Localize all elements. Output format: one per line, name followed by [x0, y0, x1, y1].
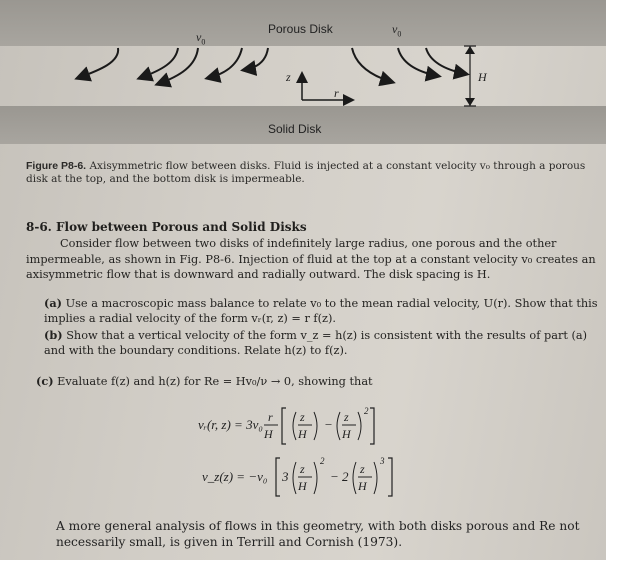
part-b-label: (b) — [44, 328, 63, 342]
eq-vz-lhs: v_z(z) = −v₀ — [202, 469, 268, 484]
part-c — [36, 374, 592, 389]
streamline-arrow — [398, 48, 438, 76]
figure-number: Figure P8-6. — [26, 160, 87, 172]
part-a-text: Use a macroscopic mass balance to relate v₀ to the mean radial velocity, U(r). Show that this implies a radial velocity of the form vᵣ(r, z) = r f(z). — [44, 297, 598, 325]
problem-title: 8-6. Flow between Porous and Solid Disks — [26, 220, 307, 234]
streamline-arrow — [78, 48, 118, 78]
equation-vr-graphic — [198, 400, 428, 450]
svg-text:H: H — [264, 427, 273, 441]
svg-text:2: 2 — [320, 456, 325, 466]
part-c-label: (c) — [36, 374, 54, 388]
equation-vr — [198, 400, 458, 454]
svg-text:z: z — [300, 410, 305, 424]
right-border — [606, 0, 622, 566]
svg-text:H: H — [342, 427, 351, 441]
streamline-arrow — [352, 48, 392, 82]
eq-vr-lhs: vᵣ(r, z) = 3v₀ — [198, 417, 263, 432]
h-dimension-arrow — [465, 98, 475, 106]
bottom-border — [0, 560, 622, 566]
streamline-arrow — [208, 48, 242, 78]
part-b-text: Show that a vertical velocity of the form v_z = h(z) is consistent with the results of part (a) and with the boundary conditions. Relate h(z) to f(z). — [44, 329, 588, 357]
svg-text:3: 3 — [380, 456, 385, 466]
caption-text: Axisymmetric flow between disks. Fluid is injected at a constant velocity v₀ through a porous disk at the top, and the bottom disk is impermeable. — [26, 160, 586, 185]
svg-text:r: r — [268, 410, 273, 424]
r-axis-label: r — [334, 86, 339, 100]
svg-text:−: − — [324, 417, 333, 432]
problem-intro: Consider flow between two disks of indefinitely large radius, one porous and the other impermeable, as shown in Fig. P8-6. Injection of fluid at the top at a constant velocity v₀ creates an axisymmetric flow that is downward and radially outward. The disk spacing is H. — [26, 237, 596, 281]
svg-text:z: z — [344, 410, 349, 424]
part-a — [44, 296, 600, 326]
svg-text:H: H — [298, 479, 307, 493]
svg-text:H: H — [298, 427, 307, 441]
closing-paragraph: A more general analysis of flows in this geometry, with both disks porous and Re not necessarily small, is given in Terrill and Cornish (1973). — [56, 519, 580, 549]
v0-label-left: $v_0$ — [196, 30, 206, 47]
part-c-text: Evaluate f(z) and h(z) for Re = Hv₀/ν → 0, showing that — [57, 375, 373, 388]
svg-text:z: z — [300, 462, 305, 476]
svg-text:z: z — [360, 462, 365, 476]
porous-disk-label: Porous Disk — [268, 22, 333, 36]
equation-vz-graphic — [202, 450, 452, 504]
svg-text:2: 2 — [364, 406, 369, 416]
equation-vz — [202, 450, 462, 508]
part-a-label: (a) — [44, 296, 63, 310]
part-b — [44, 328, 600, 358]
z-axis-label: z — [286, 70, 291, 84]
solid-disk-label: Solid Disk — [268, 122, 322, 136]
streamline-arrow — [244, 48, 268, 70]
streamline-arrow — [426, 48, 466, 74]
v0-label-right: $v_0$ — [392, 22, 402, 39]
figure-caption — [26, 160, 598, 186]
svg-text:− 2: − 2 — [330, 469, 349, 484]
svg-text:H: H — [358, 479, 367, 493]
streamline-arrow — [140, 48, 178, 78]
h-label: H — [478, 70, 487, 84]
svg-text:3: 3 — [282, 469, 289, 484]
h-dimension-arrow — [465, 46, 475, 54]
